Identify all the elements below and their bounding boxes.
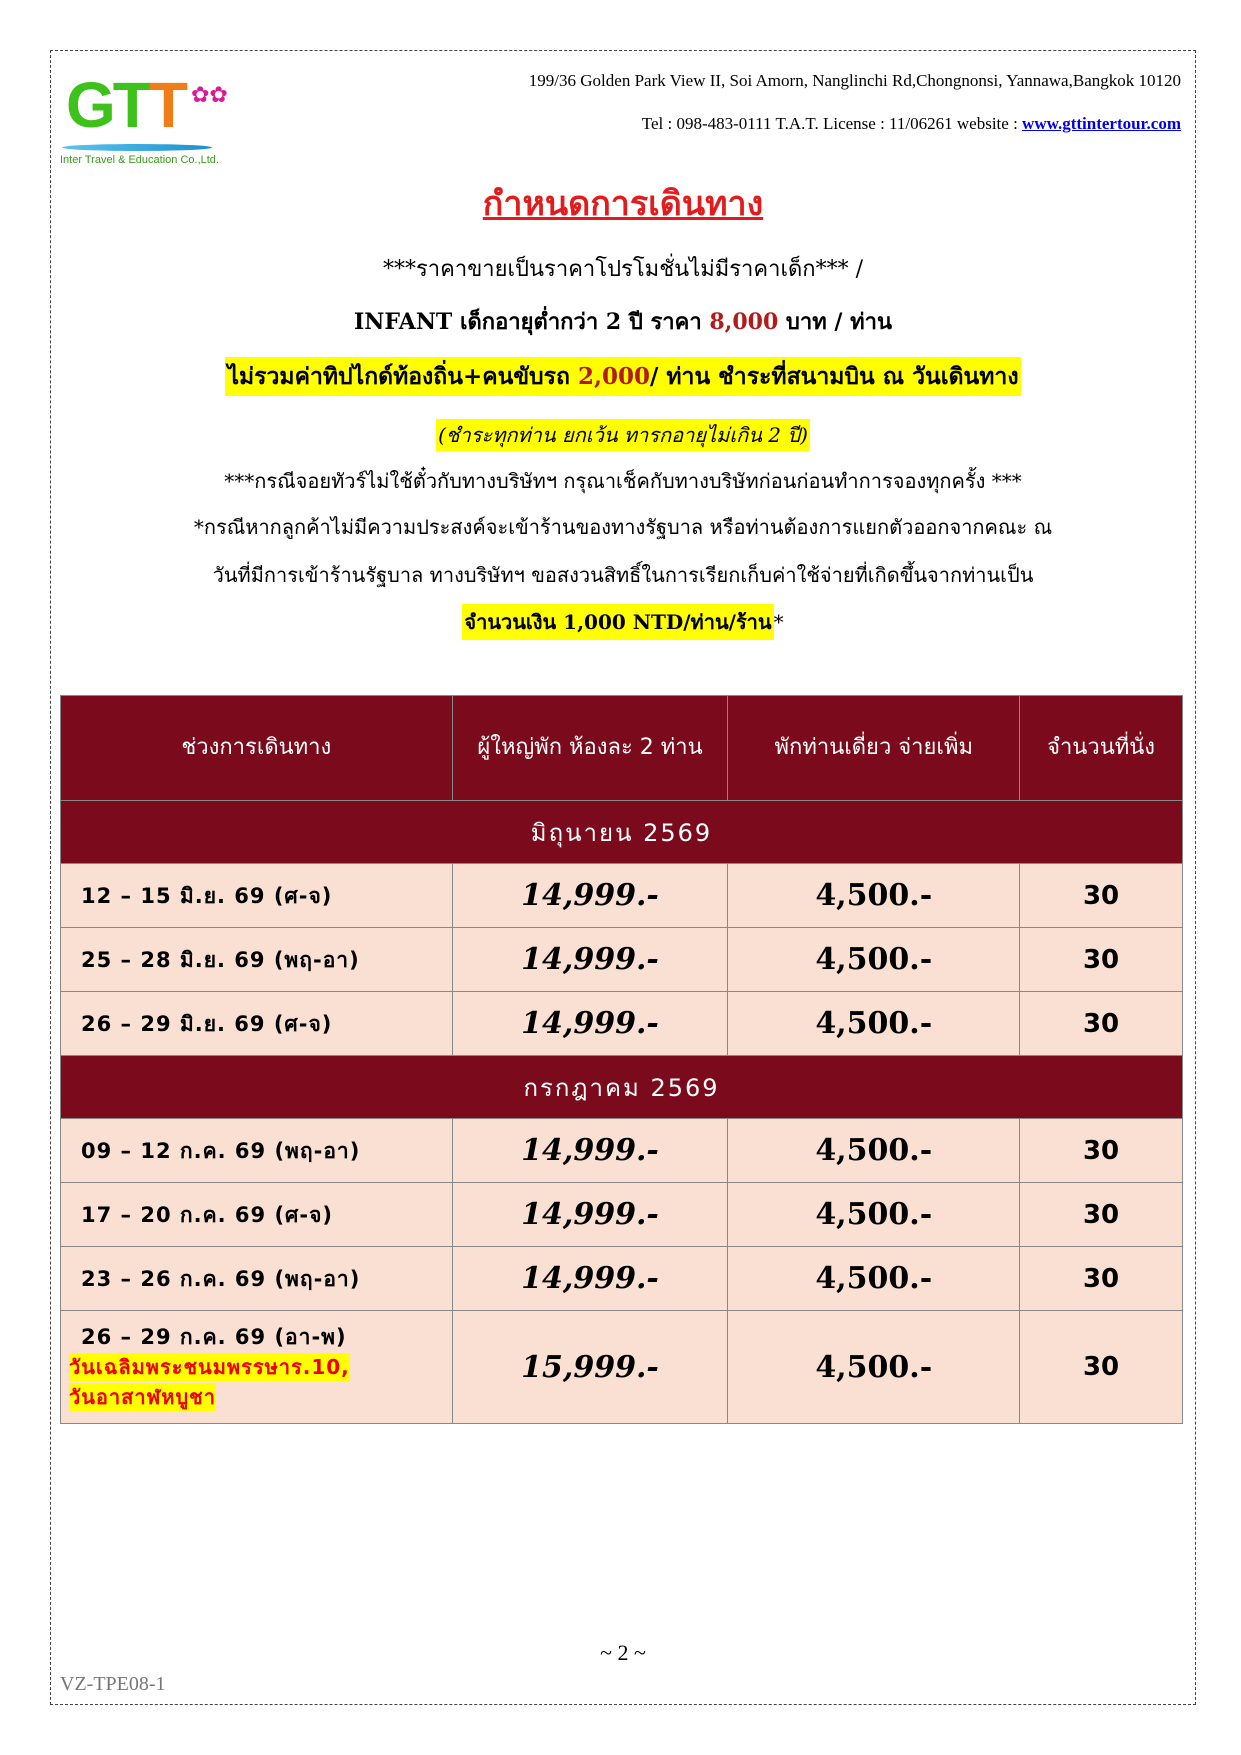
- tip-text-post: / ท่าน ชำระที่สนามบิน ณ วันเดินทาง: [649, 363, 1019, 390]
- logo-subtitle: Inter Travel & Education Co.,Ltd.: [60, 154, 219, 166]
- date-cell: 25 – 28 มิ.ย. 69 (พฤ-อา): [61, 928, 453, 992]
- website-link[interactable]: www.gttintertour.com: [1022, 114, 1181, 133]
- single-cell: 4,500.-: [728, 1183, 1020, 1247]
- price-cell: 14,999.-: [452, 928, 728, 992]
- company-address: 199/36 Golden Park View II, Soi Amorn, Nanglinchi Rd,Chongnonsi, Yannawa,Bangkok 10120: [528, 71, 1181, 90]
- header-seats: จำนวนที่นั่ง: [1020, 696, 1183, 801]
- wave-icon: [62, 144, 212, 151]
- asterisk: *: [773, 610, 784, 634]
- date-cell: 26 – 29 มิ.ย. 69 (ศ-จ): [61, 992, 453, 1056]
- table-row: [61, 864, 1183, 928]
- table-row: [61, 928, 1183, 992]
- page-number: ~ 2 ~: [600, 1640, 646, 1665]
- seats-cell: 30: [1020, 864, 1183, 928]
- single-cell: 4,500.-: [728, 992, 1020, 1056]
- price-cell: 14,999.-: [452, 1183, 728, 1247]
- title-text: กำหนดการเดินทาง: [482, 184, 764, 224]
- tip-note: [50, 362, 1196, 392]
- promo-note: ***ราคาขายเป็นราคาโปรโมชั่นไม่มีราคาเด็ก*** /: [382, 257, 863, 282]
- document-code: VZ-TPE08-1: [60, 1673, 166, 1695]
- holiday-note-1: วันเฉลิมพระชนมพรรษาร.10,: [69, 1355, 350, 1379]
- page-title: [50, 182, 1196, 226]
- join-note: ***กรณีจอยทัวร์ไม่ใช้ตั๋วกับทางบริษัทฯ กรุณาเช็คกับทางบริษัทก่อนก่อนทำการจองทุกครั้ง ***: [224, 469, 1022, 493]
- single-cell: 4,500.-: [728, 1247, 1020, 1311]
- date-cell: 12 – 15 มิ.ย. 69 (ศ-จ): [61, 864, 453, 928]
- infant-text: INFANT เด็กอายุต่ำกว่า 2 ปี ราคา: [354, 309, 710, 335]
- shop-note-1: *กรณีหากลูกค้าไม่มีความประสงค์จะเข้าร้านของทางรัฐบาล หรือท่านต้องการแยกตัวออกจากคณะ ณ: [193, 515, 1053, 539]
- date-text: 26 – 29 ก.ค. 69 (อา-พ): [81, 1325, 347, 1349]
- date-cell: 09 – 12 ก.ค. 69 (พฤ-อา): [61, 1119, 453, 1183]
- table-row: [61, 992, 1183, 1056]
- date-cell: 23 – 26 ก.ค. 69 (พฤ-อา): [61, 1247, 453, 1311]
- tip-subnote-text: (ชำระทุกท่าน ยกเว้น ทารกอายุไม่เกิน 2 ปี): [436, 419, 810, 451]
- table-row: [61, 1247, 1183, 1311]
- single-cell: 4,500.-: [728, 864, 1020, 928]
- month-row: [61, 801, 1183, 864]
- flower-icon: ✿✿: [190, 83, 228, 108]
- seats-cell: 30: [1020, 1247, 1183, 1311]
- price-cell: 14,999.-: [452, 864, 728, 928]
- single-cell: 4,500.-: [728, 928, 1020, 992]
- header-period: ช่วงการเดินทาง: [61, 696, 453, 801]
- month-label: กรกฎาคม 2569: [61, 1056, 1183, 1119]
- holiday-note-2: วันอาสาฬหบูชา: [69, 1385, 216, 1409]
- table-row: [61, 1311, 1183, 1424]
- shop-note-2: วันที่มีการเข้าร้านรัฐบาล ทางบริษัทฯ ขอสงวนสิทธิ์ในการเรียกเก็บค่าใช้จ่ายที่เกิดขึ้นจากท่านเป็น: [212, 563, 1034, 587]
- infant-note: [50, 307, 1196, 337]
- infant-price: 8,000: [709, 309, 779, 335]
- contact-text: Tel : 098-483-0111 T.A.T. License : 11/06261 website :: [641, 114, 1023, 133]
- date-cell: 17 – 20 ก.ค. 69 (ศ-จ): [61, 1183, 453, 1247]
- single-cell: 4,500.-: [728, 1119, 1020, 1183]
- header-adult-price: ผู้ใหญ่พัก ห้องละ 2 ท่าน: [452, 696, 728, 801]
- seats-cell: 30: [1020, 928, 1183, 992]
- shop-note-3: [50, 607, 1196, 637]
- price-cell: 14,999.-: [452, 1247, 728, 1311]
- single-cell: 4,500.-: [728, 1311, 1020, 1424]
- seats-cell: 30: [1020, 1119, 1183, 1183]
- logo-top: [66, 70, 228, 140]
- schedule-table: [60, 695, 1183, 1424]
- price-cell: 15,999.-: [452, 1311, 728, 1424]
- tip-price: 2,000: [577, 363, 650, 390]
- seats-cell: 30: [1020, 1311, 1183, 1424]
- tip-highlight: [225, 357, 1020, 396]
- table-row: [61, 1119, 1183, 1183]
- table-row: [61, 1183, 1183, 1247]
- header-single-supplement: พักท่านเดี่ยว จ่ายเพิ่ม: [728, 696, 1020, 801]
- price-cell: 14,999.-: [452, 1119, 728, 1183]
- tip-text: ไม่รวมค่าทิปไกด์ท้องถิ่น+คนขับรถ: [227, 363, 578, 390]
- date-cell: [61, 1311, 453, 1424]
- shop-fee: จำนวนเงิน 1,000 NTD/ท่าน/ร้าน: [462, 604, 773, 640]
- seats-cell: 30: [1020, 992, 1183, 1056]
- infant-text-post: บาท / ท่าน: [778, 309, 892, 335]
- seats-cell: 30: [1020, 1183, 1183, 1247]
- table-header: [61, 696, 1183, 801]
- logo-text: GTT: [66, 69, 185, 141]
- price-cell: 14,999.-: [452, 992, 728, 1056]
- month-row: [61, 1056, 1183, 1119]
- month-label: มิถุนายน 2569: [61, 801, 1183, 864]
- company-contact: [642, 113, 1181, 135]
- company-logo: [60, 70, 250, 170]
- tip-subnote: [50, 420, 1196, 450]
